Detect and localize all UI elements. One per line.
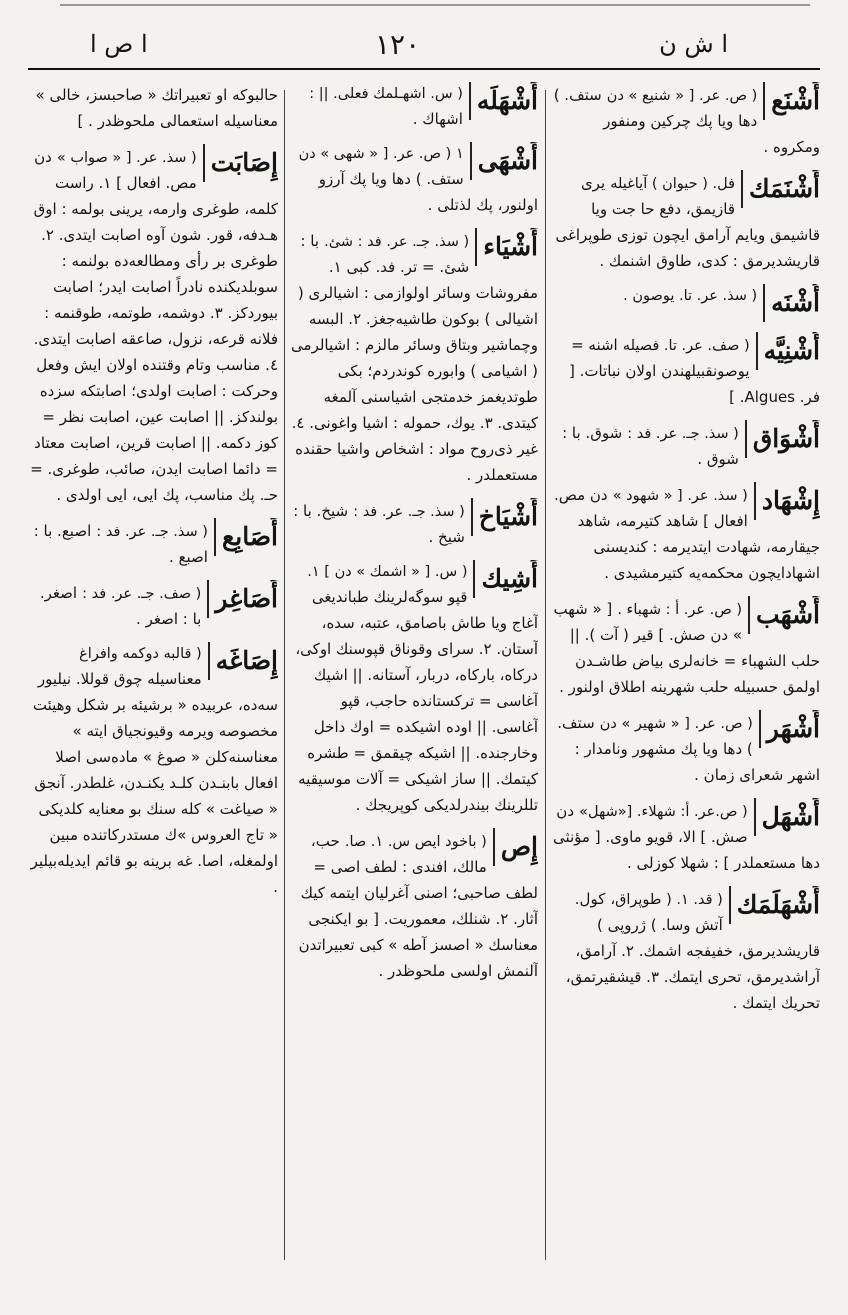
- dictionary-entry: [28, 642, 278, 900]
- definition-text: اشنه = يوصونقبيلهندن اولان نباتات. [ فر. Algues. ]: [569, 336, 820, 406]
- column-right: [552, 82, 820, 1272]
- headword: أَشْهَلَمَك: [729, 886, 820, 924]
- dictionary-entry: [290, 82, 538, 132]
- dictionary-entry: [552, 482, 820, 586]
- grammar-note: ( س. اشهـلمك فعلى. || :: [309, 86, 463, 102]
- dictionary-entry: [552, 886, 820, 1016]
- definition-text: شيخ. با : شيخ .: [293, 502, 465, 546]
- grammar-note: ١ ( ص. عر. [ « شهى » دن: [298, 146, 464, 162]
- definition-text: شوق. با : شوق .: [562, 424, 739, 468]
- definition-text: اصغر. با : اصغر .: [39, 584, 202, 628]
- grammar-note: ( ص.عر. أ: شهلاء. [«شهل»: [579, 804, 748, 820]
- dictionary-entry: [290, 560, 538, 818]
- dictionary-entry: [290, 142, 538, 218]
- column-divider: [545, 90, 546, 1260]
- definition-text: معناسيله چوق قوللا. نيليور سه‌ده، عربيده « برشيئه بر شكل وهيئت مخصوصه ويرمه وقيونجياق ايته » معناسنه‌كلن « صوغ » ماده‌سى اصلا افعال بابنـدن كلـد يكنـدن، غلطدر. آنجق « صياغت » كله سنك بو معنايه كلديكى « تاج العروس »ك مستدركاتنده مبين اولمغله، اصا. غه برينه بو قائم ايديله‌بيلير .: [30, 670, 278, 896]
- top-rule: [60, 4, 810, 6]
- grammar-note: ( ص. عر. [ « شنيع » دن: [606, 88, 758, 104]
- grammar-note: ( سذ. جـ. عر. فد :: [96, 524, 208, 540]
- header-left-letters: ا ص ا: [90, 30, 148, 58]
- definition-text: اشهاك .: [412, 110, 463, 128]
- headword: أَشْيَاخ: [471, 498, 538, 536]
- definition-text: دن مص. افعال ] شاهد كتيرمه، شاهد جيقارمه، شهادت ايتديرمه : كنديسنى اشهادايچون محكمه‌يه كتيرمشيدى .: [553, 486, 820, 582]
- headword: أُشْنِيَّه: [756, 332, 820, 370]
- page-header: [0, 26, 848, 66]
- definition-text: ستف. ) دها ويا پك مشهور ونامدار : اشهر شعراى زمان .: [557, 714, 820, 784]
- definition-text: با : شئ. = تر. فد. كبى ١. مفروشات وسائر اولوازمى : اشيالرى ( اشيالى ) بوكون طاشيه‌جغز. ٢. البسه وچماشير وبتاق وسائر مالزم : اشيالرمى ( اشيامى ) وابوره كوندردم؛ بكى طوتديغمز خدمتجى اشياسنى آلمغه كيتدى. ٣. يوك، حموله : اشيا واغونى. ٤. غير ذى‌روح مواد : اشخاص واشيا حقنده مستعملدر .: [291, 232, 538, 484]
- headword: أَشْهَر: [759, 710, 820, 748]
- headword: أَشْهَى: [470, 142, 538, 180]
- definition-text: دن مص. افعال ] ١. راست كلمه، طوغرى وارمه، يرينى بولمه : اوق هـدفه، قور. شون آوه اصابت ايتدى. ٢. طوغرى بر رأى ومطالعه‌ده بولنمه : سوبلديكنده نادراً اصابت ايدر؛ اصابت بيوردكز. ٣. دوشمه، طوتمه، طوقنمه : فلانه قرعه، نزول، صاعقه اصابت ايتدى. ٤. مناسب وتام وقتنده اولان ايش وفعل وحركت : اصابت اولدى؛ اصابتكه سزده بولندكز. || اصابت عين، اصابت نظر = كوز دكمه. || اصابت قرين، اصابت معتاد = دائما اصابت ايدن، صائب، طوغرى. = حـ. پك مناسب، پك ايى، ايى اولدى .: [30, 148, 278, 504]
- grammar-note: ( سذ. عر. تا. يوصون .: [623, 288, 758, 304]
- headword: أَشْنَمَك: [741, 170, 820, 208]
- grammar-note: ( سذ. عر. [ « صواب »: [56, 150, 197, 166]
- dictionary-entry: [290, 228, 538, 488]
- definition-text: ستف. ) دها ويا پك آرزو اولنور، پك لذتلى .: [318, 170, 538, 214]
- dictionary-entry: [552, 596, 820, 700]
- column-left: [28, 82, 278, 1272]
- grammar-note: ( قالبه دوكمه وافراغ: [79, 646, 202, 662]
- headword: أَشْهَب: [748, 596, 820, 634]
- dictionary-entry: [552, 332, 820, 410]
- definition-text: [ « شهب » دن صش. ] قير ( آت ). || حلب الشهباء = خانه‌لرى بياض طاشـدن اولمق حسبيله حلب شهرينه اطلاق اولنور .: [553, 600, 820, 696]
- column-divider: [284, 90, 285, 1260]
- headword: إِصَابَت: [203, 144, 278, 182]
- definition-text: دن صش. ] الا، قويو ماوى. [ مؤنثى دها مستعملدر ] : شهلا كوزلى .: [552, 802, 820, 872]
- header-right-letters: ا ش ن: [659, 30, 728, 58]
- definition-text: قپو سوگه‌لرينك طبانديغى آغاج ويا طاش باصامق، عتبه، سده، آستان. ٢. سراى وقوناق قپوسنك اوكى، دركاه، باركاه، دربار، آستانه. || اشيك آغاسى = تركستانده حاجب، قپو آغاسى. || اوده اشيكده = اوك داخل وخارجنده. || اشيكه چيقمق = طشره كيتمك. || ساز اشيكى = آلات موسيقيه تللرينك بيندرلديكى كوپريجك .: [295, 588, 538, 814]
- definition-text: كول. آتش وسا. ) ژروپى ) قاريشديرمق، خفيفجه اشمك. ٢. آرامق، آراشديرمق، تحرى ايتمك. ٣. قيشقيرتمق، تحريك ايتمك .: [565, 890, 820, 1012]
- headword: إِصَاغَه: [208, 642, 278, 680]
- dictionary-entry: [290, 828, 538, 984]
- grammar-note: ( سذ. جـ. عر. فد :: [353, 504, 465, 520]
- grammar-note: ( س. [ « اشمك » دن ] ١.: [307, 564, 468, 580]
- dictionary-entry: [552, 798, 820, 876]
- dictionary-entry: [28, 144, 278, 508]
- dictionary-entry: [28, 580, 278, 632]
- headword: أَشْهَلَه: [469, 82, 538, 120]
- headword: أُشْنَه: [763, 284, 820, 322]
- dictionary-entry: [552, 284, 820, 322]
- dictionary-entry: [552, 82, 820, 160]
- column-middle: [290, 82, 538, 1272]
- dictionary-entry: [552, 710, 820, 788]
- headword: أَشْيَاء: [475, 228, 538, 266]
- header-rule: [28, 68, 820, 70]
- grammar-note: ( سذ. جـ. عر. فد :: [627, 426, 739, 442]
- grammar-note: ( سذ. عر. [ « شهود »: [612, 488, 748, 504]
- dictionary-entry: [28, 82, 278, 134]
- definition-text: يرى قازيمق، دفع حا جت ويا قاشيمق ويايم آرامق ايچون توزى طوپراغى قاريشديرمق : كدى، طاوق اشنمك .: [555, 174, 820, 270]
- headword: أَشْوَاق: [745, 420, 820, 458]
- grammar-note: ( قد. ١. ( طوپراق،: [610, 892, 723, 908]
- grammar-note: فل. ( حيوان ) آياغيله: [610, 176, 736, 192]
- definition-text: حالبوكه او تعبيراتك « صاحبسز، خالى » معناسيله استعمالى ملحوظدر . ]: [35, 86, 278, 130]
- headword: أَشْنَع: [763, 82, 820, 120]
- grammar-note: ( صف. جـ. عر. فد :: [82, 586, 202, 602]
- headword: أَصَابِع: [214, 518, 278, 556]
- dictionary-entry: [552, 420, 820, 472]
- definition-text: اصبع. با : اصبع .: [33, 522, 208, 566]
- definition-text: ستف. ) دها ويا پك چركين ومنفور ومكروه .: [553, 86, 820, 156]
- page-number: ١٢٠: [375, 28, 421, 61]
- dictionary-entry: [28, 518, 278, 570]
- grammar-note: ( ص. عر. [ « شهير » دن: [599, 716, 753, 732]
- dictionary-entry: [290, 498, 538, 550]
- headword: إِشْهَاد: [754, 482, 820, 520]
- grammar-note: ( ص. عر. أ : شهباء .: [617, 602, 743, 618]
- headword: أَشِيك: [473, 560, 538, 598]
- definition-text: حب، مالك، افندى : لطف اصى = لطف صاحبى؛ اصنى آغرليان ايتمه كيك آثار. ٢. شنلك، معموريت. [ بو ايكنجى معناسك « اصسز آطه » كبى تعبيراتدن آلنمش اولسى ملحوظدر .: [298, 832, 538, 980]
- headword: أَشْهَل: [754, 798, 820, 836]
- grammar-note: ( صف. عر. تا. فصيله: [622, 338, 750, 354]
- dictionary-entry: [552, 170, 820, 274]
- grammar-note: ( سذ. جـ. عر. فد : شئ.: [324, 234, 470, 250]
- headword: إِص: [493, 828, 538, 866]
- headword: أَصَاغِر: [207, 580, 278, 618]
- grammar-note: ( باخود ايص س. ١. صا.: [344, 834, 487, 850]
